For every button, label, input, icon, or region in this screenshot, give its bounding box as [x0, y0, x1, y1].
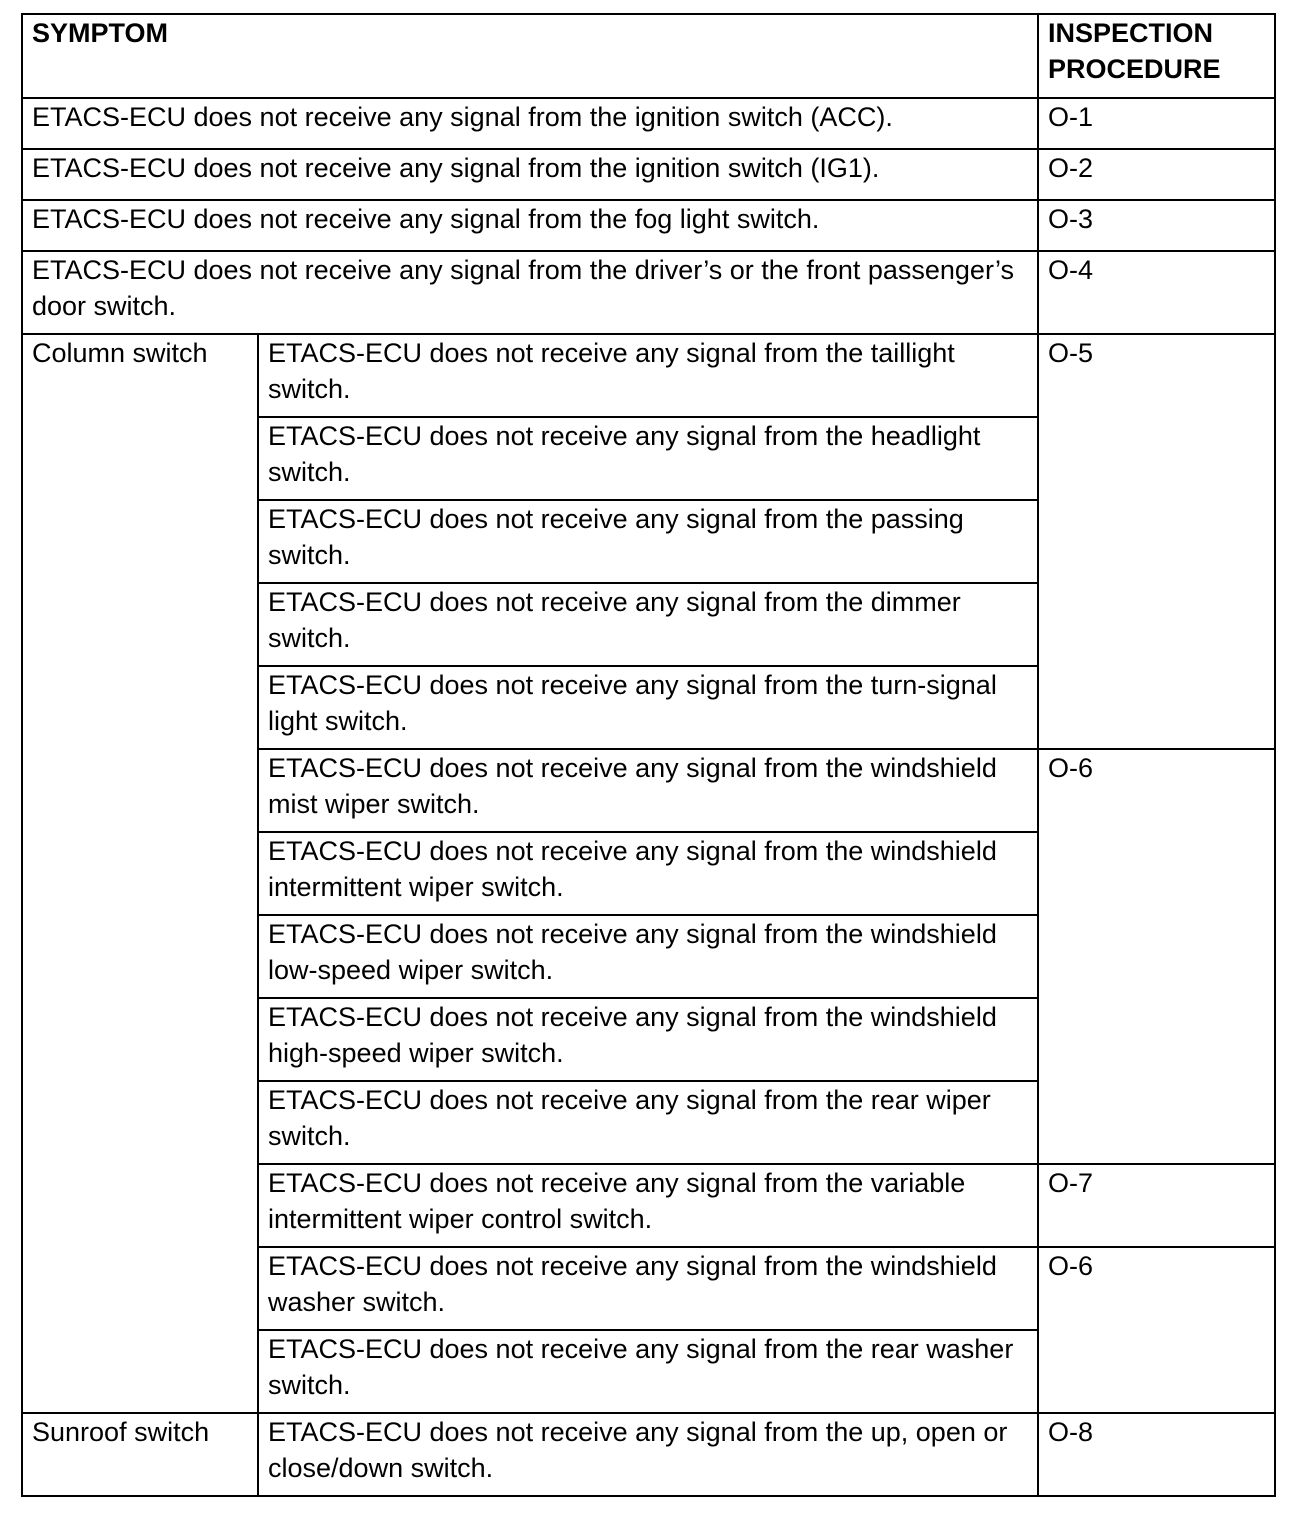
table-row — [22, 334, 1275, 417]
symptom-cell: ETACS-ECU does not receive any signal from the variable intermittent wiper control switch. — [258, 1164, 1038, 1247]
symptom-cell: ETACS-ECU does not receive any signal from the ignition switch (IG1). — [22, 149, 1038, 200]
symptom-cell: ETACS-ECU does not receive any signal from the windshield washer switch. — [258, 1247, 1038, 1330]
inspection-header-line1: INSPECTION — [1048, 18, 1214, 48]
symptom-cell: ETACS-ECU does not receive any signal from the windshield mist wiper switch. — [258, 749, 1038, 832]
procedure-cell: O-2 — [1038, 149, 1275, 200]
procedure-cell: O-8 — [1038, 1413, 1275, 1496]
symptom-cell: ETACS-ECU does not receive any signal from the windshield low-speed wiper switch. — [258, 915, 1038, 998]
table-row — [22, 98, 1275, 149]
table-row — [22, 1413, 1275, 1496]
procedure-cell: O-5 — [1038, 334, 1275, 749]
symptom-cell: ETACS-ECU does not receive any signal from the headlight switch. — [258, 417, 1038, 500]
table-row — [22, 149, 1275, 200]
symptom-cell: ETACS-ECU does not receive any signal from the up, open or close/down switch. — [258, 1413, 1038, 1496]
symptom-inspection-table — [21, 13, 1276, 1497]
symptom-cell: ETACS-ECU does not receive any signal from the windshield high-speed wiper switch. — [258, 998, 1038, 1081]
symptom-cell: ETACS-ECU does not receive any signal from the ignition switch (ACC). — [22, 98, 1038, 149]
symptom-cell: ETACS-ECU does not receive any signal from the rear washer switch. — [258, 1330, 1038, 1413]
procedure-cell: O-7 — [1038, 1164, 1275, 1247]
procedure-cell: O-6 — [1038, 1247, 1275, 1413]
procedure-cell: O-6 — [1038, 749, 1275, 1164]
symptom-cell: ETACS-ECU does not receive any signal from the driver’s or the front passenger’s door switch. — [22, 251, 1038, 334]
symptom-cell: ETACS-ECU does not receive any signal from the passing switch. — [258, 500, 1038, 583]
symptom-header: SYMPTOM — [22, 14, 1038, 98]
header-row — [22, 14, 1275, 98]
inspection-procedure-header — [1038, 14, 1275, 98]
table-row — [22, 251, 1275, 334]
symptom-cell: ETACS-ECU does not receive any signal from the taillight switch. — [258, 334, 1038, 417]
symptom-cell: ETACS-ECU does not receive any signal from the turn-signal light switch. — [258, 666, 1038, 749]
sunroof-switch-label: Sunroof switch — [22, 1413, 258, 1496]
procedure-cell: O-3 — [1038, 200, 1275, 251]
inspection-header-line2: PROCEDURE — [1048, 54, 1221, 84]
symptom-cell: ETACS-ECU does not receive any signal from the windshield intermittent wiper switch. — [258, 832, 1038, 915]
symptom-cell: ETACS-ECU does not receive any signal from the fog light switch. — [22, 200, 1038, 251]
symptom-cell: ETACS-ECU does not receive any signal from the dimmer switch. — [258, 583, 1038, 666]
column-switch-label: Column switch — [22, 334, 258, 1413]
procedure-cell: O-1 — [1038, 98, 1275, 149]
symptom-cell: ETACS-ECU does not receive any signal from the rear wiper switch. — [258, 1081, 1038, 1164]
procedure-cell: O-4 — [1038, 251, 1275, 334]
table-row — [22, 200, 1275, 251]
